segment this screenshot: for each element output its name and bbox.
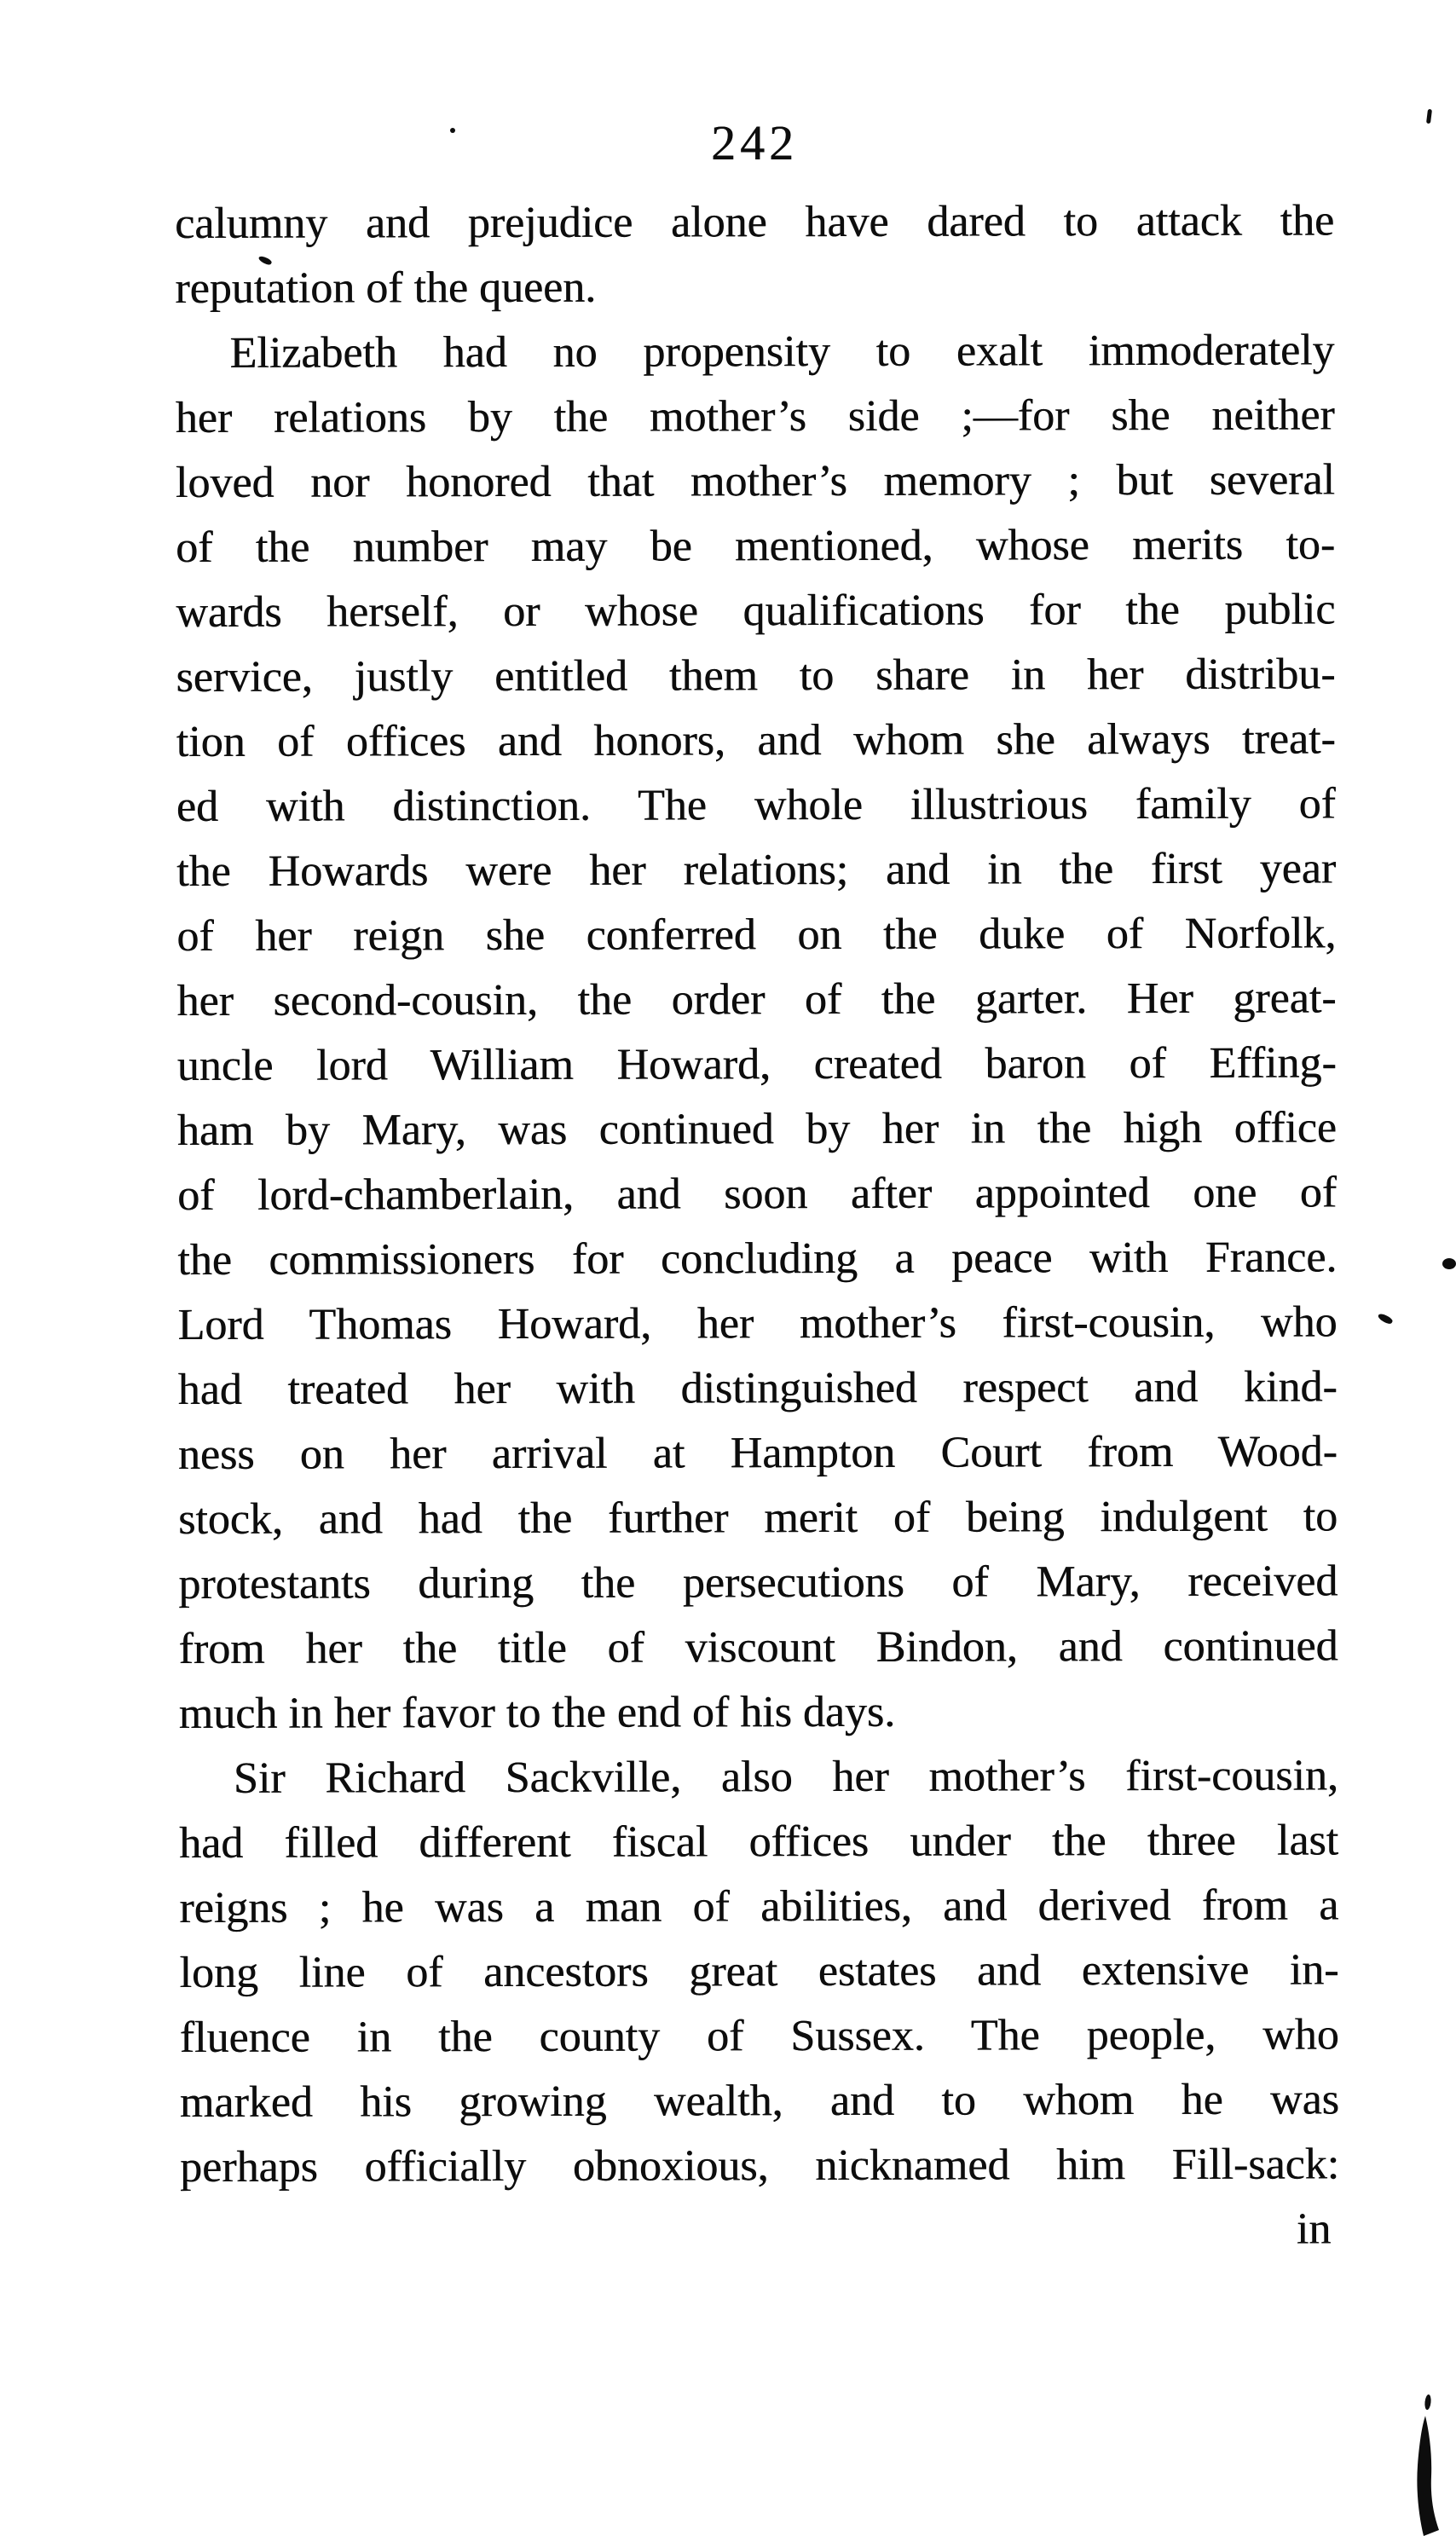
body-line: had treated her with distinguished respect and kind- <box>177 1362 1338 1414</box>
body-line paragraph-start: Elizabeth had no propensity to exalt immoderately <box>229 326 1335 378</box>
body-line paragraph-end: much in her favor to the end of his days. <box>178 1687 896 1738</box>
body-line: service, justly entitled them to share in her distribu- <box>176 650 1336 702</box>
body-line: the commissioners for concluding a peace with France. <box>177 1233 1338 1285</box>
body-line: long line of ancestors great estates and extensive in- <box>179 1945 1339 1997</box>
body-line paragraph-end: reputation of the queen. <box>175 263 597 313</box>
body-line: reigns ; he was a man of abilities, and derived from a <box>179 1880 1339 1932</box>
body-line: ness on her arrival at Hampton Court from Wood- <box>177 1427 1338 1479</box>
body-line: fluence in the county of Sussex. The people, who <box>179 2010 1339 2062</box>
body-line: her relations by the mother’s side ;—for she neither <box>175 390 1335 442</box>
body-line: ed with distinction. The whole illustrious family of <box>176 779 1336 831</box>
ink-tick <box>1426 109 1432 124</box>
body-line: of lord-chamberlain, and soon after appointed one of <box>177 1168 1338 1220</box>
ink-dot <box>1442 1258 1456 1269</box>
ink-speck <box>450 128 455 133</box>
body-line: loved nor honored that mother’s memory ; but several <box>175 455 1335 507</box>
body-line: of the number may be mentioned, whose merits to- <box>176 520 1336 572</box>
body-line: her second-cousin, the order of the garter. Her great- <box>176 973 1337 1025</box>
body-line: from her the title of viscount Bindon, and continued <box>178 1621 1338 1673</box>
body-line: had filled different fiscal offices under the three last <box>178 1816 1339 1868</box>
body-line: Lord Thomas Howard, her mother’s first-cousin, who <box>177 1297 1338 1349</box>
body-line: protestants during the persecutions of Mary, received <box>178 1557 1338 1609</box>
catchword: in <box>1296 2204 1332 2254</box>
body-line: stock, and had the further merit of being indulgent to <box>178 1492 1338 1544</box>
body-line: wards herself, or whose qualifications for the public <box>176 585 1336 637</box>
body-line: calumny and prejudice alone have dared to attack the <box>175 196 1335 248</box>
body-line: of her reign she conferred on the duke of Norfolk, <box>176 909 1337 961</box>
body-text-block <box>175 188 1339 2265</box>
body-line: ham by Mary, was continued by her in the high office <box>176 1103 1337 1155</box>
ink-stroke <box>1405 2387 1456 2536</box>
ink-smudge <box>1377 1312 1394 1326</box>
page-number: 242 <box>711 115 798 170</box>
body-line: uncle lord William Howard, created baron of Effing- <box>176 1038 1337 1090</box>
body-line paragraph-start: Sir Richard Sackville, also her mother’s first-cousin, <box>233 1751 1338 1803</box>
body-line: the Howards were her relations; and in the first year <box>176 844 1337 896</box>
body-line: marked his growing wealth, and to whom he was <box>179 2075 1339 2127</box>
body-line: tion of offices and honors, and whom she always treat- <box>176 714 1336 766</box>
body-line: perhaps officially obnoxious, nicknamed him Fill-sack: <box>179 2140 1340 2192</box>
